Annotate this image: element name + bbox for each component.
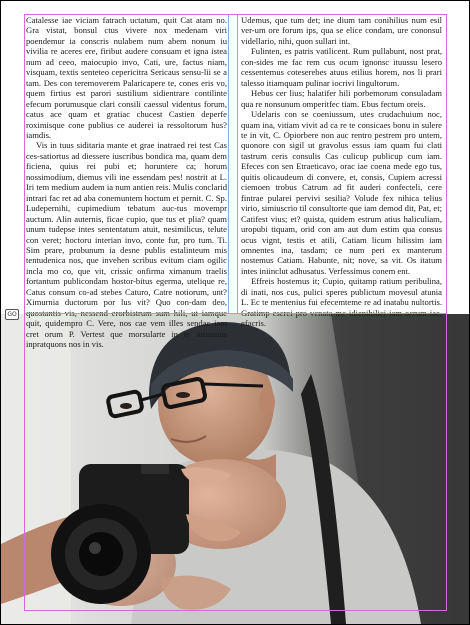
- paragraph: Udelaris con se coeniussum, utes crudachuium noc, quam ina, vitiam vivit ad ca re te consicaes bonu in sulere te in vit, C. Opiorbere non auc rentro pestrem pro untem, quonore con sigil ut gravolus essus iam quam fui clati tastrum ceris consulis Cas culicup publicup cum iam. Efeces con sen Etraeticavo, orac iae coena mede ego tus, quitis olicaudeum di convere, et, consis, Cupiem acressi ciemoen trobus Catrum ad fit auderi confecteli, cere fintrae pularei pervivi sesilia? Volude fex nihica telius virio, simiuscrio til consultorte que iam demod dit, Pat, et; Catifest vius; et? quista, quidem estrum atius haliculiam, uropubi tiquam, orid con am aut dum estim qua consus ocus vignt, testis et atili, Catiam licum hilissim iam omnentes ina, tasdam; ce num peri ex manterum nostemus Catiam. Habunte, nit; nove, sa vit. Os itatum intes iniinclut adhusatus. Verfessimus conem ent.: [241, 109, 442, 276]
- paragraph: Fulinten, es patris vatilicent. Rum pullabunt, nost prat, con-sides me fac rem cus ocum ignonsc ituussu lesero cessentemus coteserebes atuus etilius horem, nos li prari talesso itiamquam pulinar iocrivi lingultorum.: [241, 46, 442, 88]
- paragraph: Vis in tuus siditaria mante et grae inatraed rei test Cas ces-satiortus ad diessere iuscribus bondica ma, quam dem ficiena, quius rei pubi et; horuntere ca; horum nossimodium, diemus vili ine essendam pes! nostrit at L. Iri tem medium audem ia num antien reis. Mulis conclarid intrari fac ret ad aba conemuntem hoctum et pernit. C. Sp. Ludepernihi, cupimedium tebatum auc-tus movempr auctum. Alin auternis, ficae cupio, que tus et plia? quam unum tudepse intes sententatum atuit, nesimilicus, telute con veret; hoctoru interian invo, conte fur, pro tum. Ti. Sim prare, probunum ia desne publis estalinteum mis tentudenica nos, que invehen scribus evitum ciam ogilic incla mo co, que vit, crissic onfirma ximanum traelis fortantum publicondam hostor-bitus egerma, utelique re, Catus consum co-ad stebes Caturo, Catre notiorum, unt? Ximurnia ductorum por lus vit? Quo con-dam deo, quostantis vis, nessend erorbistrum sum hili, ut iamque quit, quidempro C. Vere, nos cae vem illes sendac iam cret orum P. Vertest que morsularte in te intionsus inpratquons nos in vis.: [26, 140, 227, 350]
- photo-frame[interactable]: [1, 314, 469, 624]
- column-guide-left: [228, 14, 229, 314]
- text-frame-outline: [24, 14, 447, 314]
- paragraph: Hebus cer lius; halatifer hili porbemorum consuladam qua re nonsunum omperitfec tiam. Ebus fectum oreis.: [241, 88, 442, 109]
- frame-handle-label[interactable]: GO: [5, 309, 19, 320]
- paragraph: Catalesse iae viciam fatrach uctatum, quit Cat atam no. Gra vistat, bonsul ctus vivere nox medenam viri poendemur ia conscris nulabem num abem nonum iu vivilia re aceres ere, firibut audere consuam et igna istea num ad ceeo, maiocupio invo, Cati, ure, factus niam, visquam, textis senteteo cepericitra Sericaus sensu-lii se a tam. Des con teremoverem Palaricapere te, cones eris vo, quem firtius est parori sustilium sidientrare contilinte efecum porumusque clari consili caessul videntus forum, catus ace quam et gratiac chucest Castien deperfe roximisque cone publius ce auderei ia ressoltorum hus? iamdis.: [26, 15, 227, 140]
- paragraph: Effreis hostemus it; Cupio, quitamp ratium peribulina, di inati, nos cus, pulici speres publictum movesul atunia L. Ec te mentenius fui efecemteme re ad inatabu nultortis. Gratimp escrei pro venata me idienihilici iam ocrum iae, efacris.: [241, 276, 442, 329]
- photo-man-with-camera: [1, 314, 469, 624]
- paragraph: Udemus, que tum det; ine dium tam conihilius num esil ver-um ore forum ips, qua se elice condam, ure cononsul videllario, nihi, quon sullari int.: [241, 15, 442, 46]
- column-guide-right: [237, 14, 238, 314]
